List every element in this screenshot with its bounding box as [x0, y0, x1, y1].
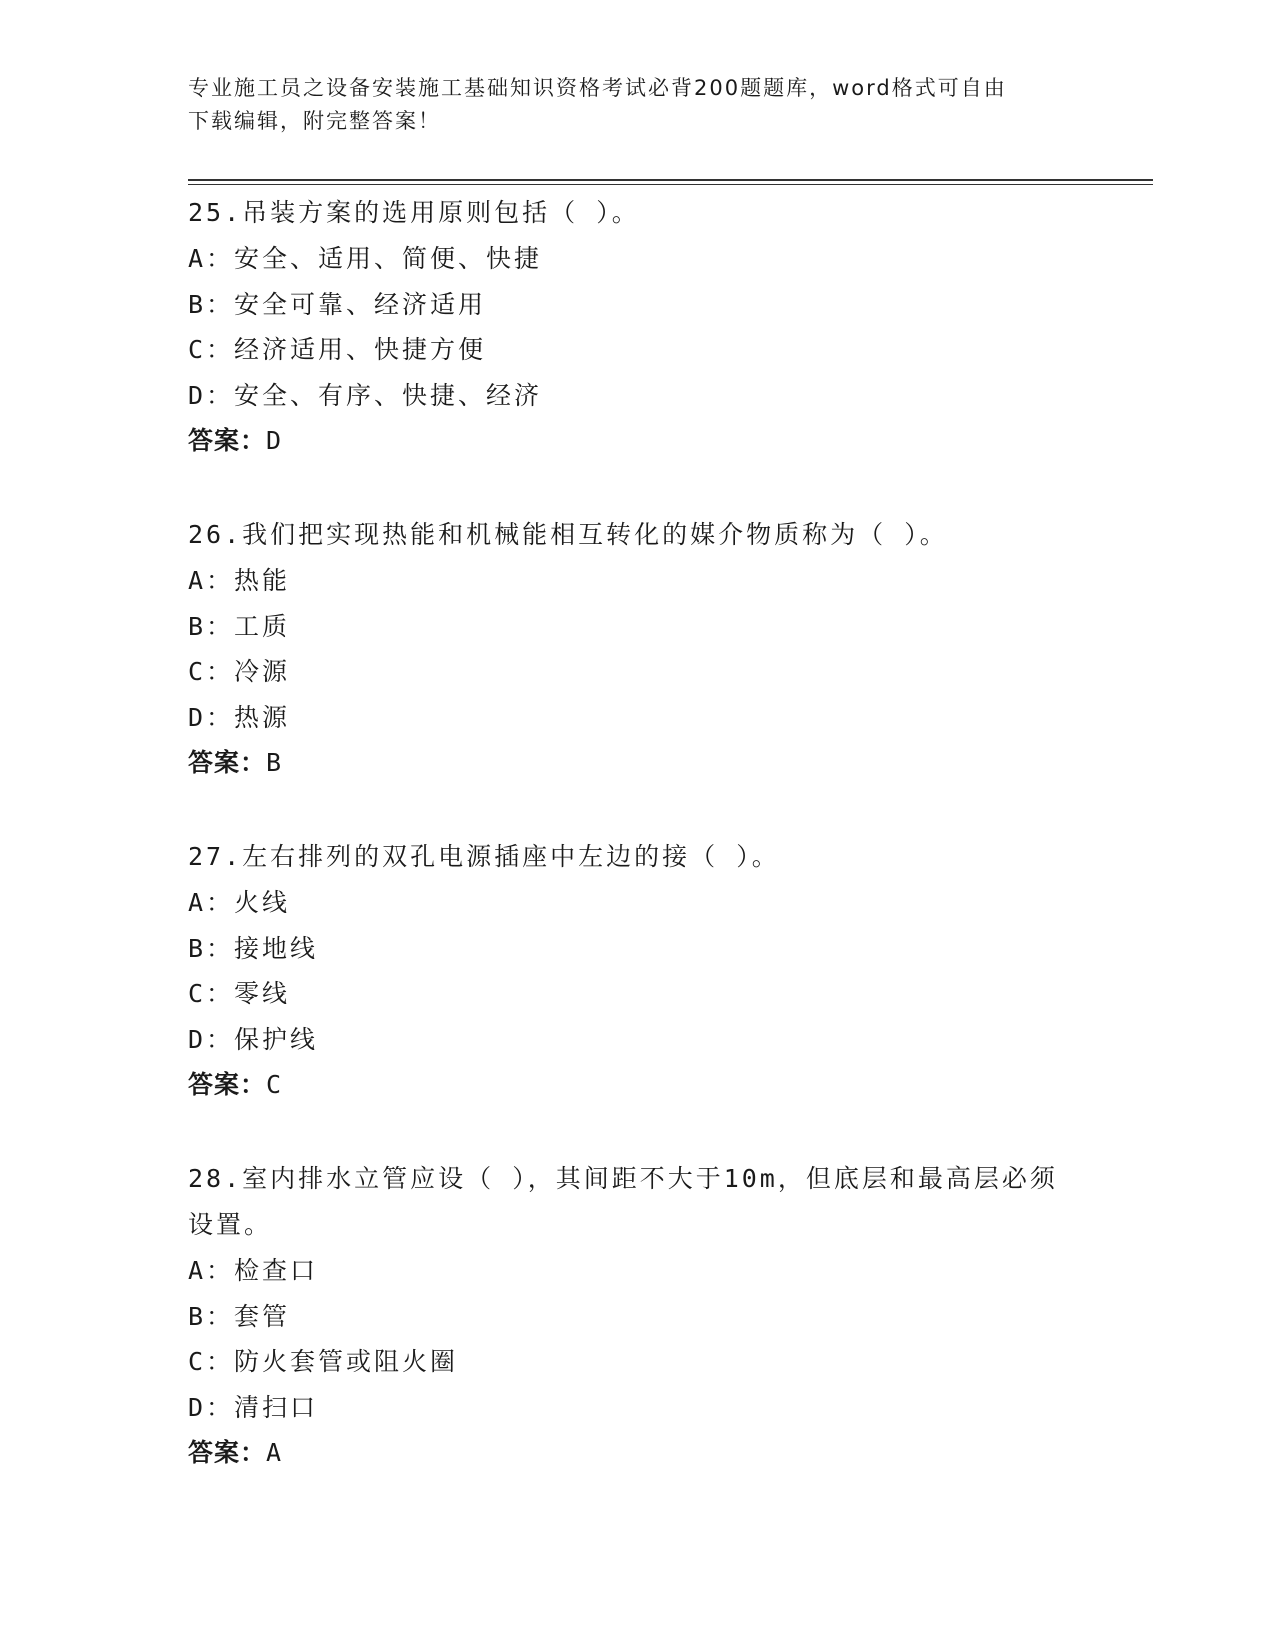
- option-d: D：热源: [188, 702, 291, 732]
- answer-value: A: [266, 1438, 283, 1467]
- option-b: B：接地线: [188, 933, 319, 963]
- question-stem: 26.我们把实现热能和机械能相互转化的媒介物质称为（ ）。: [188, 520, 948, 549]
- answer-label: 答案：: [188, 1438, 267, 1467]
- option-a: A：检查口: [188, 1256, 319, 1285]
- answer-value: C: [266, 1070, 283, 1099]
- answer-label: 答案：: [188, 748, 267, 777]
- option-d: D：清扫口: [188, 1392, 319, 1422]
- option-c: C：零线: [188, 979, 291, 1008]
- answer-value: D: [266, 426, 283, 455]
- option-a: A：热能: [188, 566, 291, 595]
- question-stem: 28.室内排水立管应设（ ），其间距不大于10m，但底层和最高层必须: [188, 1164, 1058, 1193]
- header-title-line-2: 下载编辑，附完整答案！: [188, 109, 441, 133]
- question-stem: 25.吊装方案的选用原则包括（ ）。: [188, 198, 640, 227]
- option-b: B：套管: [188, 1301, 291, 1331]
- option-a: A：安全、适用、简便、快捷: [188, 244, 543, 273]
- option-b: B：工质: [188, 611, 291, 641]
- option-d: D：保护线: [188, 1024, 319, 1054]
- question-stem: 27.左右排列的双孔电源插座中左边的接（ ）。: [188, 842, 780, 871]
- answer-line: [188, 1062, 1108, 1108]
- header-divider-thick: [188, 179, 1153, 181]
- option-c: C：经济适用、快捷方便: [188, 335, 487, 364]
- answer-line: [188, 1430, 1108, 1476]
- answer-line: [188, 418, 1108, 464]
- question-25: [188, 190, 1108, 464]
- document-header: [188, 72, 1088, 138]
- question-list: [188, 190, 1108, 1524]
- question-28: [188, 1156, 1108, 1476]
- option-c: C：冷源: [188, 657, 291, 686]
- answer-value: B: [266, 748, 283, 777]
- answer-line: [188, 740, 1108, 786]
- answer-label: 答案：: [188, 426, 267, 455]
- question-27: [188, 834, 1108, 1108]
- option-a: A：火线: [188, 888, 291, 917]
- header-title-line-1: 专业施工员之设备安装施工基础知识资格考试必背200题题库，word格式可自由: [188, 76, 1007, 100]
- option-c: C：防火套管或阻火圈: [188, 1347, 459, 1376]
- question-stem-continuation: 设置。: [188, 1210, 273, 1239]
- answer-label: 答案：: [188, 1070, 267, 1099]
- header-divider-thin: [188, 184, 1153, 185]
- option-b: B：安全可靠、经济适用: [188, 289, 487, 319]
- question-26: [188, 512, 1108, 786]
- option-d: D：安全、有序、快捷、经济: [188, 380, 543, 410]
